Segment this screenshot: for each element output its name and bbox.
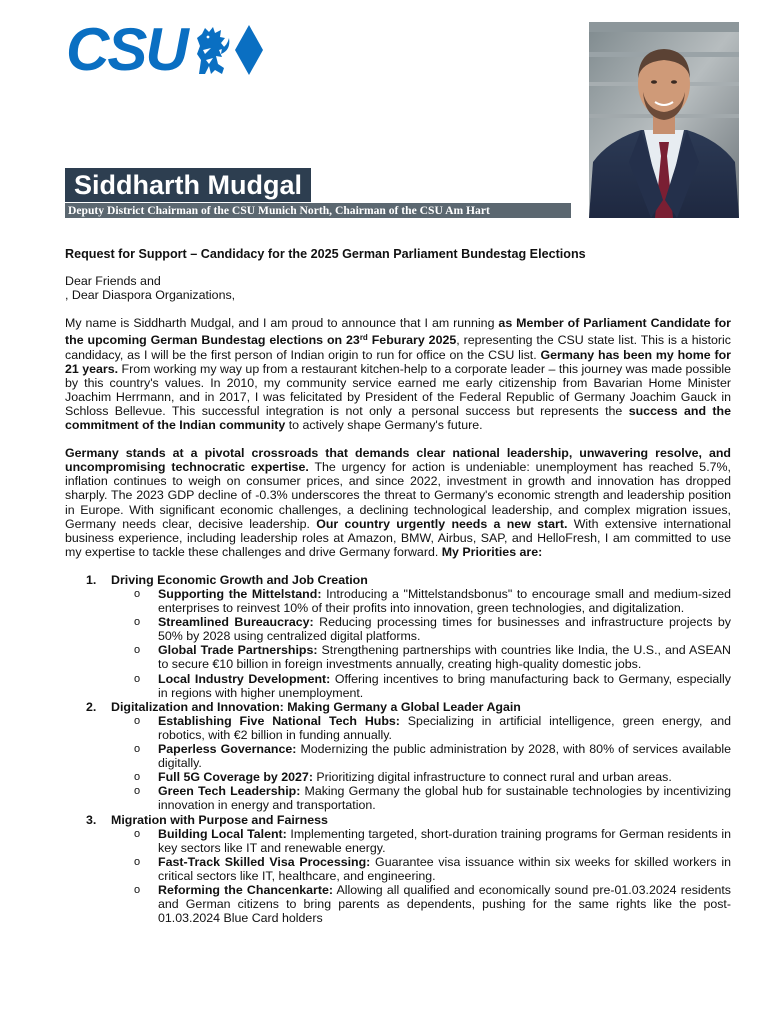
priority-item: [65, 573, 731, 700]
item-label: Local Industry Development:: [158, 671, 331, 686]
sub-items: [111, 587, 731, 700]
superscript-rd: rd: [359, 332, 368, 342]
sub-item: [111, 827, 731, 855]
bold-run: Feburary 2025: [367, 333, 457, 348]
bullet-icon: o: [134, 644, 141, 657]
diamond-icon: [235, 25, 263, 75]
sub-item: [111, 615, 731, 643]
sub-item: [111, 587, 731, 615]
salutation-line-1: Dear Friends and: [65, 274, 161, 289]
sub-item: [111, 643, 731, 671]
bold-run: Germany stands at a pivotal crossroads that demands clear national leadership, unwavering resolve, and uncompromising technocratic expertise.: [65, 446, 731, 475]
item-text: Implementing targeted, short-duration training programs for German residents in key sectors like IT and renewable energy.: [158, 826, 731, 855]
item-label: Global Trade Partnerships:: [158, 643, 318, 658]
item-label: Streamlined Bureaucracy:: [158, 615, 314, 630]
item-label: Green Tech Leadership:: [158, 784, 301, 799]
item-text: Modernizing the public administration by 2028, with 80% of services available digitally.: [158, 742, 731, 771]
sub-item: [111, 784, 731, 812]
portrait-image: [589, 22, 739, 218]
candidate-photo: [589, 22, 739, 218]
priority-number: 1.: [86, 572, 97, 587]
paragraph-crossroads: [65, 446, 731, 559]
sub-item: [111, 672, 731, 700]
item-label: Reforming the Chancenkarte:: [158, 882, 334, 897]
sub-item: [111, 770, 731, 784]
priority-item: [65, 700, 731, 813]
item-label: Full 5G Coverage by 2027:: [158, 770, 313, 785]
bullet-icon: o: [134, 588, 141, 600]
sub-item: [111, 714, 731, 742]
bullet-icon: o: [134, 714, 141, 727]
priority-title: Digitalization and Innovation: Making Germany a Global Leader Again: [111, 699, 521, 714]
item-label: Supporting the Mittelstand:: [158, 587, 322, 601]
letter-subject: Request for Support – Candidacy for the 2025 German Parliament Bundestag Elections: [65, 247, 586, 261]
item-text: Introducing a "Mittelstandsbonus" to encourage small and medium-sized enterprises to reinvest 10% of their profits into innovation, green technologies, and digitalization.: [158, 587, 731, 616]
priority-number: 3.: [86, 812, 97, 827]
logo-text: CSU: [66, 16, 187, 83]
item-text: Specializing in artificial intelligence, green energy, and robotics, with €2 billion in funding annually.: [158, 713, 731, 742]
item-text: Reducing processing times for businesses and infrastructure projects by 50% by 2028 using centralized digital platforms.: [158, 615, 731, 644]
item-text: Offering incentives to bring manufacturing back to Germany, especially in regions with higher unemployment.: [158, 671, 731, 700]
paragraph-intro: [65, 316, 731, 432]
item-text: Guarantee visa issuance within six weeks for skilled workers in critical sectors like IT, healthcare, and engineering.: [158, 854, 731, 883]
priorities-list: [65, 573, 731, 925]
text-run: My name is Siddharth Mudgal, and I am proud to announce that I am running: [65, 316, 499, 331]
item-label: Fast-Track Skilled Visa Processing:: [158, 854, 371, 869]
bavarian-lion-icon: [191, 24, 233, 76]
bold-run: success and the commitment of the Indian community: [65, 403, 731, 433]
bullet-icon: o: [134, 743, 141, 756]
item-text: Making Germany the global hub for sustainable technologies by incentivizing innovation in energy and transportation.: [158, 784, 731, 813]
item-text: Strengthening partnerships with countries like India, the U.S., and ASEAN to secure €10 billion in foreign investments annually, creating high-quality domestic jobs.: [158, 643, 731, 672]
candidate-name: Siddharth Mudgal: [65, 168, 311, 202]
bold-run: Germany has been my home for 21 years.: [65, 347, 731, 376]
bullet-icon: o: [134, 855, 141, 868]
csu-logo: [66, 16, 263, 83]
bullet-icon: o: [134, 672, 141, 685]
bullet-icon: o: [134, 616, 141, 629]
sub-items: [111, 714, 731, 813]
text-run: From working my way up from a restaurant kitchen-help to a corporate leader – this journey was made possible by this country's values. In 2010, my community service earned me early citizenship from Bavarian Home Minister Joachim Herrmann, and in 2017, I was felicitated by President of the Federal Republic of Germany Joachim Gauck in Schloss Bellevue. This successful integration is not only a personal success but represents the: [65, 361, 731, 418]
item-label: Paperless Governance:: [158, 742, 297, 757]
text-run: With extensive international business experience, including leadership roles at Amazon, BMW, Airbus, SAP, and HelloFresh, I am committed to use my expertise to tackle these challenges and drive Germany forward.: [65, 516, 731, 559]
item-label: Building Local Talent:: [158, 826, 287, 841]
bullet-icon: o: [134, 785, 141, 798]
priority-title: Migration with Purpose and Fairness: [111, 812, 328, 827]
candidate-subtitle: Deputy District Chairman of the CSU Munich North, Chairman of the CSU Am Hart: [65, 203, 571, 218]
priority-item: [65, 813, 731, 926]
bold-run: Our country urgently needs a new start.: [316, 516, 568, 531]
bullet-icon: o: [134, 771, 141, 784]
text-run: to actively shape Germany's future.: [285, 418, 483, 433]
sub-item: [111, 742, 731, 770]
sub-items: [111, 827, 731, 926]
letter-body: [65, 247, 731, 925]
bullet-icon: o: [134, 827, 141, 840]
priority-number: 2.: [86, 699, 97, 714]
priority-title: Driving Economic Growth and Job Creation: [111, 572, 368, 587]
item-text: Prioritizing digital infrastructure to connect rural and urban areas.: [312, 770, 672, 785]
bold-run: My Priorities are:: [441, 544, 543, 559]
sub-item: [111, 883, 731, 925]
item-label: Establishing Five National Tech Hubs:: [158, 713, 400, 728]
sub-item: [111, 855, 731, 883]
text-run: , representing the CSU state list. This is a historic candidacy, as I will be the first person of Indian origin to run for office on the CSU list.: [65, 333, 731, 362]
bullet-icon: o: [134, 883, 141, 896]
text-run: The urgency for action is undeniable: unemployment has reached 5.7%, inflation continues to weigh on consumer prices, and since 2022, investment in growth and innovation has dropped sharply. The 2023 GDP decline of -0.3% underscores the threat to Germany's economic strength and leadership position in Europe. With significant economic challenges, a declining technological leadership, and complex migration issues, Germany needs clear, decisive leadership.: [65, 460, 731, 531]
item-text: Allowing all qualified and economically sound pre-01.03.2024 residents and German citizens to bring parents as dependents, pushing for the same rights like the post-01.03.2024 Blue Card holders: [158, 882, 731, 926]
bold-run: as Member of Parliament Candidate for the upcoming German Bundestag elections on 23: [65, 316, 731, 348]
salutation-line-2: , Dear Diaspora Organizations,: [65, 288, 236, 303]
